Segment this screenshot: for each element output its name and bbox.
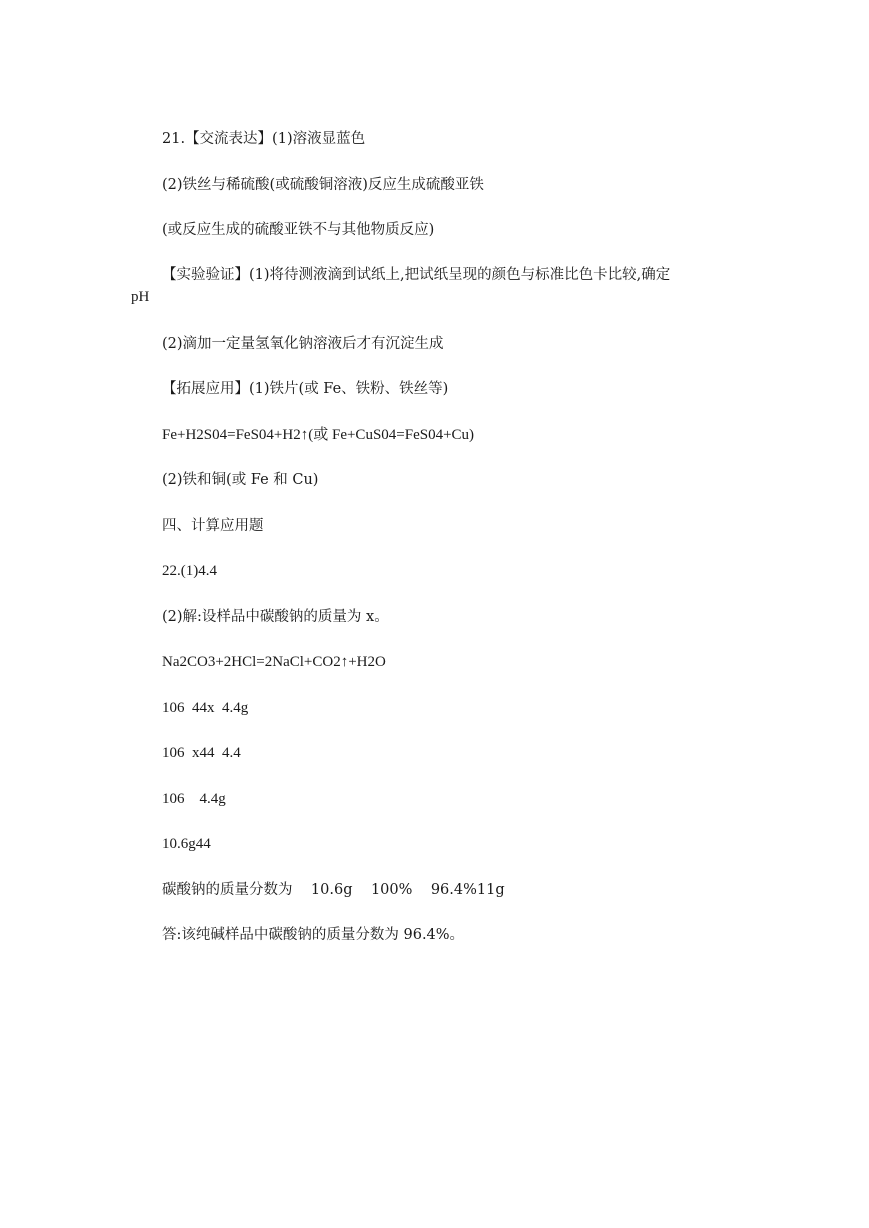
verify-line-1-cont: pH	[131, 289, 150, 305]
q22-ratio-row-3: 106 4.4g	[162, 791, 226, 807]
section-4-heading: 四、计算应用题	[162, 518, 264, 534]
q22-line-2: (2)解:设样品中碳酸钠的质量为 x。	[162, 609, 389, 625]
q21-line-3: (或反应生成的硫酸亚铁不与其他物质反应)	[162, 222, 435, 238]
q22-ratio-row-1: 106 44x 4.4g	[162, 700, 249, 716]
q22-ratio-row-4: 10.6g44	[162, 836, 211, 852]
q22-equation: Na2CO3+2HCl=2NaCl+CO2↑+H2O	[162, 654, 386, 670]
q22-fraction-line: 碳酸钠的质量分数为 10.6g 100% 96.4%11g	[162, 882, 505, 898]
verify-paragraph	[131, 265, 747, 305]
q21-heading: 21.【交流表达】(1)溶液显蓝色	[162, 131, 366, 147]
extension-line-3: (2)铁和铜(或 Fe 和 Cu)	[162, 472, 319, 488]
q22-line-1: 22.(1)4.4	[162, 563, 217, 579]
q21-line-2: (2)铁丝与稀硫酸(或硫酸铜溶液)反应生成硫酸亚铁	[162, 177, 484, 193]
verify-line-1: 【实验验证】(1)将待测液滴到试纸上,把试纸呈现的颜色与标准比色卡比较,确定	[162, 267, 671, 283]
extension-equation: Fe+H2S04=FeS04+H2↑(或 Fe+CuS04=FeS04+Cu)	[162, 427, 475, 443]
q22-ratio-row-2: 106 x44 4.4	[162, 745, 241, 761]
verify-line-2: (2)滴加一定量氢氧化钠溶液后才有沉淀生成	[162, 336, 444, 352]
extension-line-1: 【拓展应用】(1)铁片(或 Fe、铁粉、铁丝等)	[162, 381, 449, 397]
q22-answer: 答:该纯碱样品中碳酸钠的质量分数为 96.4%。	[162, 927, 465, 943]
